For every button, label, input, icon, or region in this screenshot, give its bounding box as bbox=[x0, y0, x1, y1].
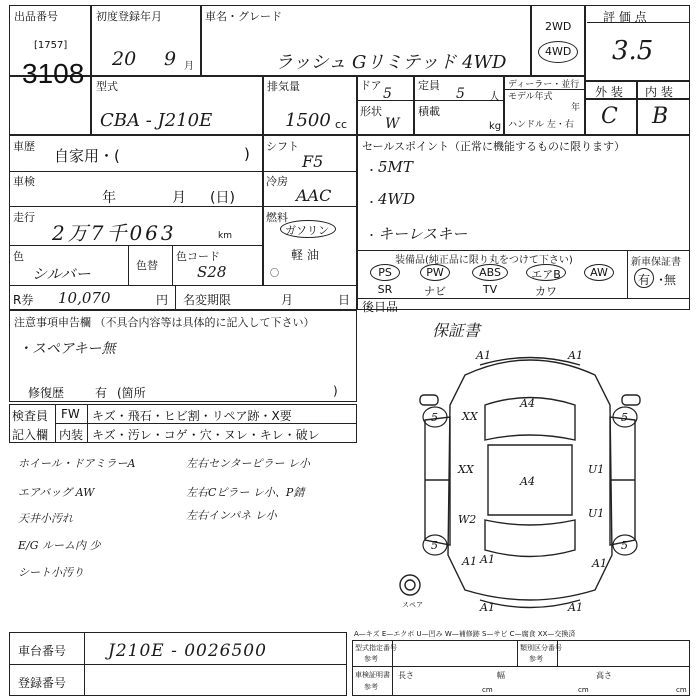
color-value: シルバー bbox=[32, 265, 91, 283]
color-change-label: 色替 bbox=[136, 259, 158, 272]
divider bbox=[9, 171, 262, 172]
disp-label: 排気量 bbox=[267, 80, 300, 93]
repair-close: ) bbox=[333, 384, 338, 398]
shift-label: シフト bbox=[266, 140, 299, 153]
regno-label: 登録番号 bbox=[18, 676, 67, 690]
equip-abs: ABS bbox=[479, 266, 501, 279]
namechange-month: 月 bbox=[281, 293, 294, 307]
mark-wheel-fr: 5 bbox=[621, 411, 628, 424]
mark-rear-right-quarter: A1 bbox=[592, 557, 607, 570]
int-items: キズ・汚レ・コゲ・穴・ヌレ・キレ・破レ bbox=[92, 428, 320, 442]
remark-1: ホイール・ドアミラーA bbox=[18, 457, 136, 470]
reg-year: 20 bbox=[112, 48, 137, 70]
divider bbox=[9, 664, 347, 665]
equip-aw: AW bbox=[590, 266, 608, 279]
ac-label: 冷房 bbox=[266, 175, 288, 188]
chassis-value: J210E - 0026500 bbox=[108, 641, 267, 661]
equip-airbag: エアB bbox=[531, 268, 561, 281]
ext-label: 外 装 bbox=[595, 85, 623, 99]
warranty-dot: ・ bbox=[655, 273, 668, 287]
divider bbox=[503, 75, 505, 135]
repair-label: 修復歴 bbox=[28, 386, 65, 400]
mark-left-rear-door: W2 bbox=[458, 513, 477, 526]
remark-right-1: 左右センターピラー レ小 bbox=[186, 457, 311, 470]
namechange-label: 名変期限 bbox=[183, 293, 232, 307]
equip-leather: カワ bbox=[535, 285, 557, 298]
divider bbox=[530, 5, 532, 75]
name-label: 車名・グレード bbox=[205, 10, 282, 23]
mark-rear-right: A1 bbox=[568, 601, 583, 614]
sales-title: セールスポイント（正常に機能するものに限ります） bbox=[362, 140, 626, 153]
inspector-label-2: 記入欄 bbox=[12, 428, 49, 442]
divider bbox=[90, 5, 92, 135]
model-cert-label: 型式指定番号 bbox=[355, 644, 397, 652]
sales-point-2: 4WD bbox=[378, 190, 415, 208]
fw-label: FW bbox=[61, 407, 80, 421]
len-label: 長さ bbox=[398, 671, 414, 680]
remark-3: 天井小汚れ bbox=[18, 512, 73, 525]
model-value: CBA - J210E bbox=[100, 110, 213, 131]
recycle-value: 10,070 bbox=[58, 289, 111, 307]
lot-label: 出品番号 bbox=[14, 10, 58, 23]
divider bbox=[175, 285, 176, 310]
class-label: 類別区分番号 bbox=[520, 644, 562, 652]
disp-value: 1500 bbox=[285, 110, 331, 131]
mark-rear-left: A1 bbox=[480, 601, 495, 614]
reg-month-unit: 月 bbox=[184, 61, 194, 72]
shaken-year: 年 bbox=[102, 190, 116, 206]
divider bbox=[413, 75, 415, 135]
car-diagram bbox=[380, 345, 680, 615]
equip-navi: ナビ bbox=[424, 285, 446, 298]
ext-value: C bbox=[601, 104, 618, 129]
divider bbox=[584, 5, 586, 135]
int-label: 内 装 bbox=[645, 85, 673, 99]
drive-4wd: 4WD bbox=[545, 45, 572, 58]
cap-label: 定員 bbox=[418, 79, 440, 92]
int-value: B bbox=[652, 104, 669, 129]
legend: A—キズ E—エクボ U—凹み W—補修跡 S—サビ C—腐食 XX—交換済 bbox=[354, 630, 576, 638]
shaken-month: 月 bbox=[172, 190, 186, 206]
shaken-label: 車検 bbox=[13, 175, 35, 188]
sales-bullet: ・ bbox=[366, 164, 377, 177]
grade-value: 3.5 bbox=[612, 36, 654, 66]
mark-wheel-fl: 5 bbox=[431, 411, 438, 424]
fuel-dot: 〇 bbox=[270, 269, 280, 279]
mark-front-left: A1 bbox=[476, 349, 491, 362]
docs-value: 保証書 bbox=[432, 321, 481, 340]
sales-point-3: キーレスキー bbox=[378, 225, 468, 243]
dealer-label: ディーラー・並行 bbox=[508, 80, 580, 90]
remark-2: エアバッグ AW bbox=[18, 486, 95, 499]
int-label: 内装 bbox=[59, 428, 84, 442]
shape-value: W bbox=[385, 116, 400, 132]
history-label: 車歴 bbox=[13, 140, 35, 153]
sales-point-1: 5MT bbox=[378, 158, 413, 176]
divider bbox=[352, 666, 690, 667]
lot-number: 3108 bbox=[22, 58, 85, 89]
color-code-label: 色コード bbox=[176, 250, 220, 263]
recycle-unit: 円 bbox=[156, 293, 169, 307]
wid-unit: cm bbox=[578, 686, 589, 694]
warranty-yes: 有 bbox=[638, 273, 651, 287]
mileage-unit: km bbox=[218, 231, 232, 241]
fw-items: キズ・飛石・ヒビ割・リペア跡・X要 bbox=[92, 409, 292, 423]
sales-bullet: ・ bbox=[366, 229, 377, 242]
lot-small: [1757] bbox=[34, 40, 68, 51]
modelyear-unit: 年 bbox=[571, 103, 581, 113]
remark-right-3: 左右インパネ レ小 bbox=[186, 509, 277, 522]
history-value: 自家用・( bbox=[54, 147, 120, 165]
shift-value: F5 bbox=[302, 152, 324, 171]
remark-4: E/G ルーム内 少 bbox=[18, 539, 101, 552]
cap-value: 5 bbox=[456, 86, 465, 102]
dims-sub: 参考 bbox=[364, 683, 378, 691]
hgt-unit: cm bbox=[676, 686, 687, 694]
mileage-value: 2万7千063 bbox=[52, 221, 177, 245]
modelyear-label: モデル年式 bbox=[508, 92, 553, 102]
cap-unit: 人 bbox=[489, 90, 500, 103]
fuel-diesel: 軽 油 bbox=[291, 248, 319, 262]
spare-label: スペア bbox=[402, 601, 423, 609]
equip-ps: PS bbox=[378, 266, 392, 279]
mark-left-front-door: XX bbox=[458, 463, 474, 476]
reg-month: 9 bbox=[164, 48, 177, 70]
docs-label: 後日品 bbox=[362, 300, 399, 314]
namechange-day: 日 bbox=[338, 293, 351, 307]
fuel-petrol: ガソリン bbox=[285, 224, 329, 237]
mark-roof: A4 bbox=[520, 475, 535, 488]
warranty-no: 無 bbox=[664, 273, 677, 287]
divider bbox=[356, 75, 358, 135]
color-label: 色 bbox=[13, 250, 24, 263]
disp-unit: cc bbox=[335, 118, 348, 131]
load-unit: kg bbox=[489, 121, 502, 132]
divider bbox=[262, 135, 264, 285]
reg-label: 初度登録年月 bbox=[96, 10, 162, 23]
remark-right-2: 左右Cピラー レ小、P錆 bbox=[186, 486, 305, 499]
equip-pw: PW bbox=[426, 266, 444, 279]
history-close: ) bbox=[244, 145, 250, 163]
mark-right-front-door: U1 bbox=[588, 463, 605, 476]
warranty-label: 新車保証書 bbox=[631, 257, 681, 268]
shape-label: 形状 bbox=[360, 105, 382, 118]
divider bbox=[357, 298, 690, 299]
equip-title: 装備品(純正品に限り丸をつけて下さい) bbox=[395, 255, 573, 266]
grade-label: 評 価 点 bbox=[603, 10, 647, 24]
handle-label: ハンドル 左・右 bbox=[508, 120, 574, 130]
divider bbox=[200, 5, 202, 75]
divider bbox=[262, 171, 357, 172]
hgt-label: 高さ bbox=[596, 671, 612, 680]
mark-hood: A4 bbox=[520, 397, 535, 410]
divider bbox=[172, 245, 173, 285]
doors-label: ドア bbox=[360, 79, 382, 92]
mark-left-fender: XX bbox=[462, 410, 478, 423]
mark-rear-left-quarter: A1 bbox=[462, 555, 477, 568]
model-cert-sub: 参考 bbox=[364, 655, 378, 663]
wid-label: 幅 bbox=[497, 671, 505, 680]
repair-yes: 有 bbox=[95, 386, 108, 400]
equip-tv: TV bbox=[482, 283, 498, 296]
model-label: 型式 bbox=[96, 80, 118, 93]
equip-sr: SR bbox=[377, 283, 393, 296]
ac-value: AAC bbox=[296, 186, 332, 205]
divider bbox=[356, 100, 503, 101]
mark-wheel-rr: 5 bbox=[621, 539, 628, 552]
notes-value: ・スペアキー無 bbox=[18, 341, 116, 357]
repair-loc: (箇所 bbox=[117, 386, 146, 400]
chassis-label: 車台番号 bbox=[18, 644, 67, 658]
doors-value: 5 bbox=[383, 86, 392, 102]
mileage-label: 走行 bbox=[13, 211, 35, 224]
fuel-label: 燃料 bbox=[266, 211, 288, 224]
sales-bullet: ・ bbox=[366, 196, 377, 209]
notes-title: 注意事項申告欄 （不具合内容等は具体的に記入して下さい） bbox=[14, 316, 315, 329]
divider bbox=[636, 80, 638, 135]
divider bbox=[262, 206, 357, 207]
dims-label: 車検証明書 bbox=[355, 671, 390, 679]
divider bbox=[9, 285, 357, 286]
divider bbox=[627, 250, 628, 298]
recycle-label: R券 bbox=[13, 293, 34, 307]
mark-front-right: A1 bbox=[568, 349, 583, 362]
shaken-day: (日) bbox=[210, 190, 235, 206]
divider bbox=[84, 632, 85, 696]
divider bbox=[9, 75, 584, 77]
color-code-value: S28 bbox=[197, 263, 227, 281]
inspector-label-1: 検査員 bbox=[12, 409, 49, 423]
class-sub: 参考 bbox=[529, 655, 543, 663]
remark-5: シート小汚り bbox=[18, 566, 84, 579]
mark-wheel-rl: 5 bbox=[431, 539, 438, 552]
len-unit: cm bbox=[482, 686, 493, 694]
mark-rear-gate: A1 bbox=[480, 553, 495, 566]
divider bbox=[128, 245, 129, 285]
load-label: 積載 bbox=[418, 105, 440, 118]
divider bbox=[517, 640, 518, 666]
mark-right-rear-door: U1 bbox=[588, 507, 605, 520]
car-name: ラッシュ Gリミテッド 4WD bbox=[275, 52, 507, 73]
divider bbox=[262, 75, 264, 135]
drive-2wd: 2WD bbox=[545, 20, 572, 33]
